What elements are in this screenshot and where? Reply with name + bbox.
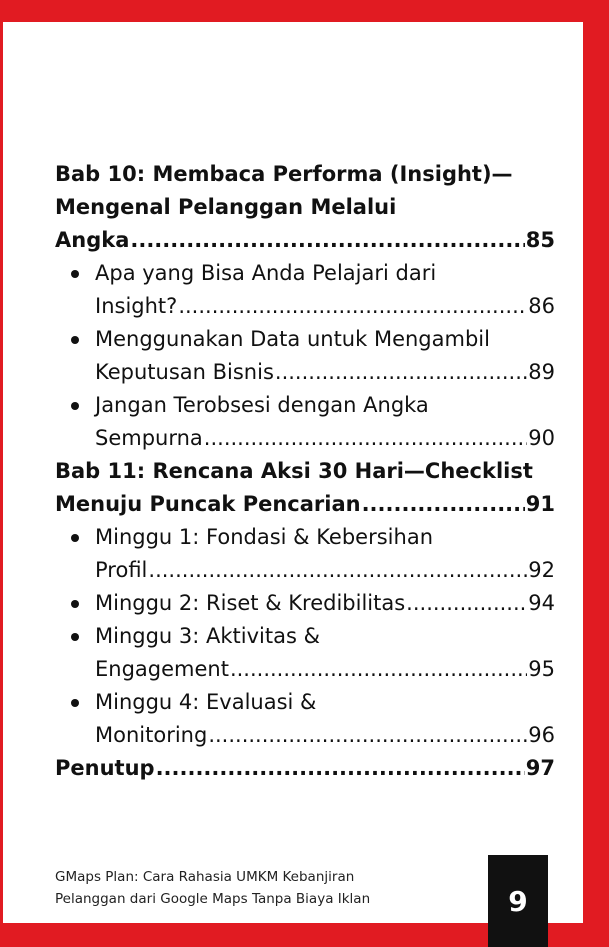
toc-item[interactable] — [55, 389, 555, 455]
bullet-icon — [71, 699, 79, 707]
toc-item-page: 94 — [528, 591, 555, 615]
dot-leader — [275, 356, 527, 389]
bullet-icon — [71, 600, 79, 608]
toc-item-title-line-1: Apa yang Bisa Anda Pelajari dari — [95, 261, 437, 285]
footer-book-title — [55, 866, 435, 910]
bullet-icon — [71, 534, 79, 542]
dot-leader — [204, 422, 527, 455]
toc-item[interactable] — [55, 620, 555, 686]
toc-item-page: 95 — [528, 657, 555, 681]
chapter-10-page: 85 — [525, 228, 555, 252]
dot-leader — [362, 488, 525, 521]
toc-item-entry — [95, 653, 555, 686]
dot-leader — [178, 290, 527, 323]
dot-leader — [130, 224, 524, 257]
chapter-10-title-line-3: Angka — [55, 228, 130, 252]
toc-item-title-line-1: Menggunakan Data untuk Mengambil — [95, 327, 490, 351]
dot-leader — [148, 554, 527, 587]
bullet-icon — [71, 270, 79, 278]
chapter-11-title-line-1: Bab 11: Rencana Aksi 30 Hari—Checklist — [55, 459, 533, 483]
dot-leader — [230, 653, 527, 686]
toc-item-title-line-1: Minggu 3: Aktivitas & — [95, 624, 320, 648]
toc-item-title-line-1: Jangan Terobsesi dengan Angka — [95, 393, 429, 417]
toc-chapter-11[interactable] — [55, 455, 555, 521]
bullet-icon — [71, 336, 79, 344]
frame-top-band — [0, 0, 609, 22]
dot-leader — [406, 587, 527, 620]
toc-item-entry — [95, 356, 555, 389]
toc-item-page: 90 — [528, 426, 555, 450]
toc-item-page: 96 — [528, 723, 555, 747]
toc-item-entry — [95, 719, 555, 752]
chapter-10-title-line-1: Bab 10: Membaca Performa (Insight)— — [55, 162, 513, 186]
toc-item[interactable] — [55, 587, 555, 620]
toc-item-entry — [95, 290, 555, 323]
page-number: 9 — [508, 884, 528, 918]
chapter-11-title-line-2: Menuju Puncak Pencarian — [55, 492, 361, 516]
table-of-contents — [55, 158, 555, 785]
toc-item-title-line-2: Insight? — [95, 294, 178, 318]
toc-item[interactable] — [55, 323, 555, 389]
page-number-badge — [488, 855, 548, 947]
closing-page: 97 — [525, 756, 555, 780]
toc-item-title-line-2: Engagement — [95, 657, 229, 681]
toc-item-page: 92 — [528, 558, 555, 582]
toc-item[interactable] — [55, 686, 555, 752]
chapter-11-entry — [55, 488, 555, 521]
toc-item-entry — [95, 422, 555, 455]
toc-item-entry — [95, 554, 555, 587]
bullet-icon — [71, 633, 79, 641]
toc-item-title-line-2: Keputusan Bisnis — [95, 360, 274, 384]
footer-line-1: GMaps Plan: Cara Rahasia UMKM Kebanjiran — [55, 869, 355, 885]
chapter-10-entry — [55, 224, 555, 257]
frame-left-band — [0, 0, 3, 947]
chapter-10-title-line-2: Mengenal Pelanggan Melalui — [55, 195, 397, 219]
toc-closing[interactable] — [55, 752, 555, 785]
toc-item-page: 89 — [528, 360, 555, 384]
frame-right-band — [583, 0, 609, 947]
toc-item[interactable] — [55, 521, 555, 587]
dot-leader — [156, 752, 525, 785]
chapter-11-page: 91 — [525, 492, 555, 516]
footer-line-2: Pelanggan dari Google Maps Tanpa Biaya Iklan — [55, 891, 371, 907]
toc-item-page: 86 — [528, 294, 555, 318]
closing-title: Penutup — [55, 756, 155, 780]
toc-item-title-line-2: Profil — [95, 558, 148, 582]
toc-item-entry — [95, 587, 555, 620]
toc-item-title-line-1: Minggu 1: Fondasi & Kebersihan — [95, 525, 433, 549]
bullet-icon — [71, 402, 79, 410]
dot-leader — [208, 719, 527, 752]
toc-item-title-line-2: Monitoring — [95, 723, 208, 747]
toc-item-title-line-2: Sempurna — [95, 426, 203, 450]
toc-item[interactable] — [55, 257, 555, 323]
toc-chapter-10[interactable] — [55, 158, 555, 257]
toc-item-title-line-1: Minggu 4: Evaluasi & — [95, 690, 317, 714]
toc-item-title: Minggu 2: Riset & Kredibilitas — [95, 591, 406, 615]
